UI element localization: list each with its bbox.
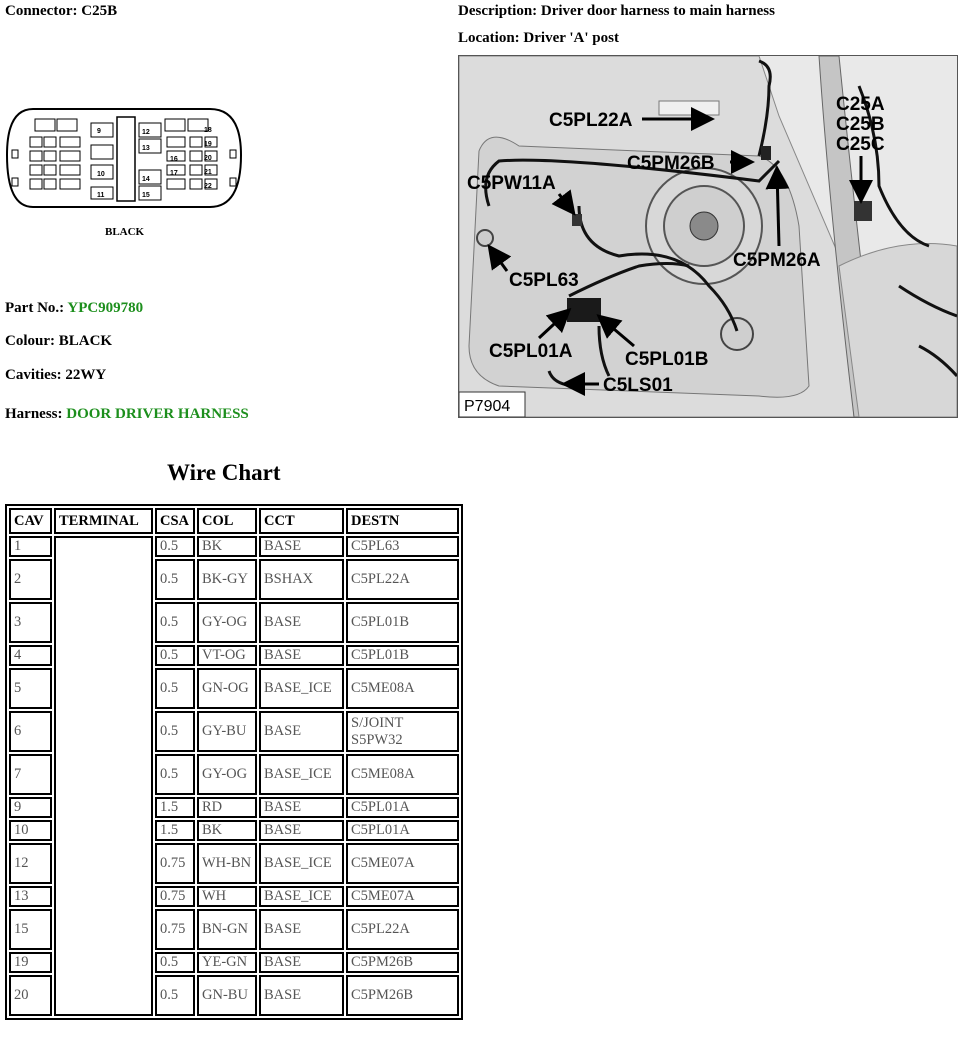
- table-header-row: [9, 508, 459, 534]
- colour-label: Colour: BLACK: [5, 333, 113, 349]
- cavity-number: 20: [204, 155, 212, 162]
- col-header-cct: CCT: [259, 508, 344, 534]
- connector-face-diagram: [5, 95, 245, 245]
- cell-csa: 0.5: [155, 602, 195, 643]
- cell-cav: 6: [9, 711, 52, 752]
- callout-c5ls01: C5LS01: [603, 375, 673, 396]
- harness-link[interactable]: DOOR DRIVER HARNESS: [66, 406, 249, 422]
- cell-destn: C5ME07A: [346, 886, 459, 907]
- part-no: [5, 300, 143, 317]
- cavity-number: 14: [142, 176, 150, 183]
- cell-destn: C5ME07A: [346, 843, 459, 884]
- cell-cct: BASE: [259, 909, 344, 950]
- part-no-link[interactable]: YPC909780: [67, 300, 144, 316]
- col-header-col: COL: [197, 508, 257, 534]
- cavity-number: 10: [97, 171, 105, 178]
- cavity-number: 19: [204, 141, 212, 148]
- cell-col: BK-GY: [197, 559, 257, 600]
- col-header-csa: CSA: [155, 508, 195, 534]
- cell-cct: BSHAX: [259, 559, 344, 600]
- cell-cav: 3: [9, 602, 52, 643]
- cell-destn: C5PL01B: [346, 602, 459, 643]
- cell-csa: 0.5: [155, 754, 195, 795]
- cavity-number: 22: [204, 183, 212, 190]
- callout-c25a: C25A: [836, 94, 885, 115]
- cell-destn: C5PL01A: [346, 820, 459, 841]
- callout-c5pm26b: C5PM26B: [627, 153, 715, 174]
- figure-reference: P7904: [464, 398, 511, 415]
- cell-cav: 19: [9, 952, 52, 973]
- cell-csa: 0.75: [155, 909, 195, 950]
- cavity-number: 15: [142, 192, 150, 199]
- callout-c5pl22a: C5PL22A: [549, 110, 633, 131]
- cell-col: WH-BN: [197, 843, 257, 884]
- connector-colour-caption: BLACK: [105, 226, 145, 238]
- cell-cct: BASE: [259, 797, 344, 818]
- cell-csa: 1.5: [155, 820, 195, 841]
- cell-cav: 12: [9, 843, 52, 884]
- wire-chart-table: [5, 504, 463, 1020]
- col-header-cav: CAV: [9, 508, 52, 534]
- cell-destn: C5ME08A: [346, 754, 459, 795]
- harness: [5, 406, 249, 423]
- location-label: Location: Driver 'A' post: [458, 30, 619, 46]
- cavity-number: 18: [204, 127, 212, 134]
- cell-col: GN-BU: [197, 975, 257, 1016]
- cavity-number: 11: [97, 192, 105, 199]
- cell-destn: C5PL63: [346, 536, 459, 557]
- cell-destn: C5PL01A: [346, 797, 459, 818]
- cell-csa: 0.75: [155, 886, 195, 907]
- cavity-number: 9: [97, 128, 101, 135]
- table-row: [9, 536, 459, 557]
- cell-csa: 0.5: [155, 559, 195, 600]
- cavity-number: 16: [170, 156, 178, 163]
- callout-c5pm26a: C5PM26A: [733, 250, 821, 271]
- cavity-number: 12: [142, 129, 150, 136]
- cell-col: VT-OG: [197, 645, 257, 666]
- cell-csa: 0.75: [155, 843, 195, 884]
- cell-col: GN-OG: [197, 668, 257, 709]
- cell-destn: C5PM26B: [346, 952, 459, 973]
- cell-cct: BASE: [259, 536, 344, 557]
- cell-cct: BASE_ICE: [259, 886, 344, 907]
- cell-cct: BASE: [259, 975, 344, 1016]
- location-illustration: [458, 55, 958, 418]
- callout-c5pl01b: C5PL01B: [625, 349, 709, 370]
- cell-destn: S/JOINT S5PW32: [346, 711, 459, 752]
- cell-cct: BASE_ICE: [259, 843, 344, 884]
- cell-col: GY-OG: [197, 602, 257, 643]
- cell-col: BN-GN: [197, 909, 257, 950]
- cell-csa: 1.5: [155, 797, 195, 818]
- cell-col: WH: [197, 886, 257, 907]
- cell-cav: 13: [9, 886, 52, 907]
- col-header-destn: DESTN: [346, 508, 459, 534]
- cell-col: GY-OG: [197, 754, 257, 795]
- cell-csa: 0.5: [155, 645, 195, 666]
- cell-destn: C5PL01B: [346, 645, 459, 666]
- callout-c25b: C25B: [836, 114, 885, 135]
- callout-c25c: C25C: [836, 134, 885, 155]
- cell-cav: 1: [9, 536, 52, 557]
- cell-cct: BASE: [259, 952, 344, 973]
- cell-csa: 0.5: [155, 536, 195, 557]
- cell-terminal: [54, 536, 153, 1016]
- cell-cav: 15: [9, 909, 52, 950]
- callout-c5pl01a: C5PL01A: [489, 341, 573, 362]
- cell-col: BK: [197, 536, 257, 557]
- cell-csa: 0.5: [155, 975, 195, 1016]
- col-header-terminal: TERMINAL: [54, 508, 153, 534]
- wire-chart-title: Wire Chart: [167, 460, 281, 485]
- cell-col: GY-BU: [197, 711, 257, 752]
- cell-cct: BASE_ICE: [259, 754, 344, 795]
- cell-cav: 10: [9, 820, 52, 841]
- cell-destn: C5ME08A: [346, 668, 459, 709]
- cavity-number: 17: [170, 170, 178, 177]
- description-label: Description: Driver door harness to main harness: [458, 3, 775, 19]
- cell-col: YE-GN: [197, 952, 257, 973]
- cell-destn: C5PL22A: [346, 909, 459, 950]
- cell-csa: 0.5: [155, 711, 195, 752]
- part-no-label: Part No.:: [5, 300, 65, 316]
- cell-cav: 20: [9, 975, 52, 1016]
- cell-cav: 9: [9, 797, 52, 818]
- cell-cct: BASE: [259, 820, 344, 841]
- cell-destn: C5PL22A: [346, 559, 459, 600]
- cell-cav: 7: [9, 754, 52, 795]
- cell-cav: 2: [9, 559, 52, 600]
- connector-label: Connector: C25B: [5, 3, 118, 19]
- cell-cct: BASE: [259, 645, 344, 666]
- cell-cav: 4: [9, 645, 52, 666]
- cell-col: RD: [197, 797, 257, 818]
- cell-csa: 0.5: [155, 952, 195, 973]
- cavity-number: 13: [142, 145, 150, 152]
- cell-destn: C5PM26B: [346, 975, 459, 1016]
- cell-cav: 5: [9, 668, 52, 709]
- cell-col: BK: [197, 820, 257, 841]
- harness-label: Harness:: [5, 406, 63, 422]
- callout-c5pl63: C5PL63: [509, 270, 579, 291]
- cell-cct: BASE: [259, 711, 344, 752]
- cell-cct: BASE_ICE: [259, 668, 344, 709]
- cavity-number: 21: [204, 169, 212, 176]
- cell-cct: BASE: [259, 602, 344, 643]
- cell-csa: 0.5: [155, 668, 195, 709]
- cavities-label: Cavities: 22WY: [5, 367, 107, 383]
- callout-c5pw11a: C5PW11A: [467, 173, 556, 194]
